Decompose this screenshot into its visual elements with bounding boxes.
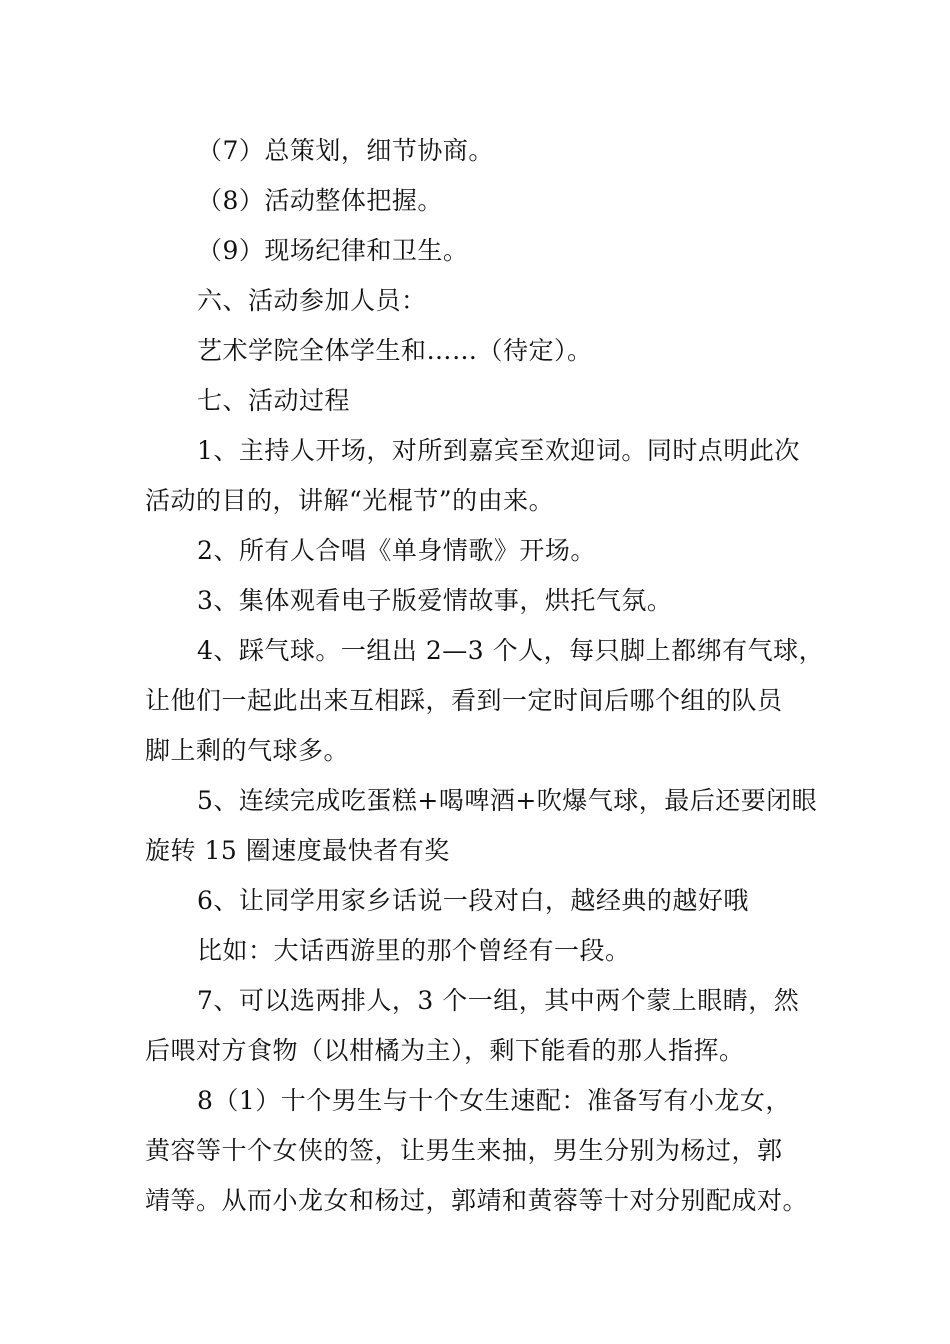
text-line: 比如：大话西游里的那个曾经有一段。: [197, 936, 631, 965]
text-line: 艺术学院全体学生和……（待定）。: [197, 336, 593, 365]
section-heading: 七、活动过程: [197, 386, 351, 415]
text-line: 2、所有人合唱《单身情歌》开场。: [197, 536, 596, 565]
text-line: 1、主持人开场，对所到嘉宾至欢迎词。同时点明此次: [197, 436, 800, 465]
text-line: 3、集体观看电子版爱情故事，烘托气氛。: [197, 586, 673, 615]
text-line: （9）现场纪律和卫生。: [197, 236, 469, 265]
text-line: 靖等。从而小龙女和杨过，郭靖和黄蓉等十对分别配成对。: [145, 1186, 809, 1215]
text-line: （7）总策划，细节协商。: [197, 136, 494, 165]
text-line: （8）活动整体把握。: [197, 186, 443, 215]
text-line: 脚上剩的气球多。: [145, 736, 350, 765]
text-line: 黄容等十个女侠的签，让男生来抽，男生分别为杨过，郭: [145, 1136, 783, 1165]
text-line: 6、让同学用家乡话说一段对白，越经典的越好哦: [197, 886, 749, 915]
text-line: 旋转 15 圈速度最快者有奖: [145, 836, 450, 865]
section-heading: 六、活动参加人员：: [197, 286, 427, 315]
text-line: 8（1）十个男生与十个女生速配：准备写有小龙女，: [197, 1086, 791, 1115]
document-page: [145, 126, 825, 1226]
text-line: 让他们一起此出来互相踩，看到一定时间后哪个组的队员: [145, 686, 783, 715]
text-line: 4、踩气球。一组出 2—3 个人，每只脚上都绑有气球，: [197, 636, 825, 665]
text-line: 5、连续完成吃蛋糕+喝啤酒+吹爆气球，最后还要闭眼: [197, 786, 818, 815]
text-line: 7、可以选两排人，3 个一组，其中两个蒙上眼睛，然: [197, 986, 800, 1015]
text-line: 活动的目的，讲解“光棍节”的由来。: [145, 486, 555, 515]
text-line: 后喂对方食物（以柑橘为主），剩下能看的那人指挥。: [145, 1036, 745, 1065]
